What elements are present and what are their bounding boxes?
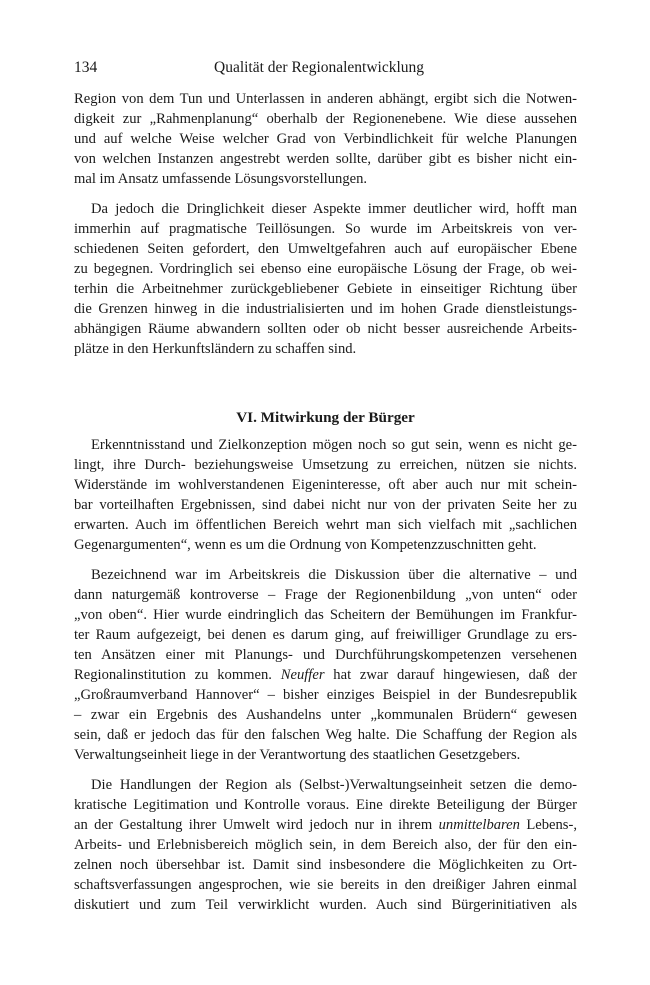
text-line: immerhin auf pragmatische Teillösungen. So wurde im Arbeitskreis von ver- — [74, 221, 577, 237]
section-heading: VI. Mitwirkung der Bürger — [236, 409, 415, 426]
paragraph-2 — [74, 199, 577, 359]
text-line: kratische Legitimation und Kontrolle voraus. Eine direkte Beteiligung der Bürger — [74, 797, 577, 813]
text-line: digkeit zur „Rahmenplanung“ oberhalb der Regionenebene. Wie diese aussehen — [74, 111, 577, 127]
text-line: von welchen Instanzen angestrebt werden sollte, darüber gibt es bisher nicht ein- — [74, 151, 577, 167]
page-body — [74, 89, 577, 925]
text-line: Region von dem Tun und Unterlassen in anderen abhängt, ergibt sich die Notwen- — [74, 91, 577, 107]
text-line: und auf welche Weise welcher Grad von Verbindlichkeit für welche Planungen — [74, 131, 577, 147]
text-run: Lebens-, — [519, 817, 577, 833]
text-line: mal im Ansatz umfassende Lösungsvorstellungen. — [74, 171, 368, 187]
text-line: bar vorteilhaften Ergebnissen, sind dabei nicht nur von der privaten Seite her zu — [74, 497, 577, 513]
emphasized-word: unmittelbaren — [438, 817, 520, 833]
text-line: lingt, ihre Durch- beziehungsweise Umsetzung zu erreichen, nützen sie nichts. — [74, 457, 577, 473]
page-header — [74, 59, 577, 81]
running-title: Qualität der Regionalentwicklung — [214, 59, 425, 76]
text-line: diskutiert und zum Teil verwirklicht wurden. Auch sind Bürgerinitiativen als — [74, 897, 577, 913]
text-line: ten Ansätzen einer mit Planungs- und Durchführungskompetenzen versehenen — [74, 647, 577, 663]
text-line — [74, 815, 577, 835]
text-line: schaftsverfassungen angesprochen, wie sie bereits in den dreißiger Jahren einmal — [74, 877, 577, 893]
paragraph-3 — [74, 435, 577, 555]
text-line: schiedenen Seiten gefordert, den Umweltgefahren auch auf europäischer Ebene — [74, 241, 577, 257]
text-line: Die Handlungen der Region als (Selbst-)Verwaltungseinheit setzen die demo- — [91, 777, 577, 793]
text-line: zelnen noch übersehbar ist. Damit sind insbesondere die Möglichkeiten zu Ort- — [74, 857, 577, 873]
text-line: zu begegnen. Vordringlich sei ebenso eine europäische Lösung der Frage, ob wei- — [74, 261, 577, 277]
text-line: dann naturgemäß kontroverse – Frage der Regionenbildung „von unten“ oder — [74, 587, 577, 603]
text-line: die Grenzen hinweg in die industrialisierten und im hohen Grade dienstleistungs- — [74, 301, 577, 317]
text-run: Regionalinstitution zu kommen. — [74, 667, 281, 683]
author-name-emphasis: Neuffer — [280, 667, 325, 683]
text-line: – zwar ein Ergebnis des Aushandelns unter „kommunalen Brüdern“ gewesen — [74, 707, 577, 723]
text-run: an der Gestaltung ihrer Umwelt wird jedoch nur in ihrem — [74, 817, 439, 833]
page-number: 134 — [74, 59, 98, 76]
text-line — [74, 665, 577, 685]
text-line: sein, daß er jedoch das für den falschen Weg halte. Die Schaffung der Region als — [74, 727, 577, 743]
text-line: ter Raum aufgezeigt, bei denen es darum ging, auf freiwilliger Grundlage zu ers- — [74, 627, 577, 643]
paragraph-4 — [74, 565, 577, 765]
text-line: Gegenargumenten“, wenn es um die Ordnung von Kompetenzzuschnitten geht. — [74, 537, 537, 553]
text-line: Arbeits- und Erlebnisbereich möglich sein, in dem Bereich also, der für den ein- — [74, 837, 577, 853]
text-line: terhin die Arbeitnehmer zurückgebliebener Gebiete in einseitiger Richtung über — [74, 281, 577, 297]
paragraph-5 — [74, 775, 577, 915]
text-line: Erkenntnisstand und Zielkonzeption mögen noch so gut sein, wenn es nicht ge- — [91, 437, 577, 453]
text-line: Da jedoch die Dringlichkeit dieser Aspekte immer deutlicher wird, hofft man — [91, 201, 577, 217]
text-line: Bezeichnend war im Arbeitskreis die Diskussion über die alternative – und — [91, 567, 577, 583]
paragraph-1 — [74, 89, 577, 189]
text-line: Widerstände im wohlverstandenen Eigeninteresse, oft aber auch nur mit schein- — [74, 477, 577, 493]
text-line: „Großraumverband Hannover“ – bisher einziges Beispiel in der Bundesrepublik — [74, 687, 577, 703]
text-line: erwarten. Auch im öffentlichen Bereich wehrt man sich vielfach mit „sachlichen — [74, 517, 577, 533]
text-line: Verwaltungseinheit liege in der Verantwortung des staatlichen Gesetzgebers. — [74, 747, 521, 763]
text-line: abhängigen Räume abwandern sollten oder ob nicht besser ausreichende Arbeits- — [74, 321, 577, 337]
text-line: „von oben“. Hier wurde eindringlich das Scheitern der Bemühungen im Frankfur- — [74, 607, 577, 623]
text-line: plätze in den Herkunftsländern zu schaffen sind. — [74, 341, 357, 357]
text-run: hat zwar darauf hingewiesen, daß der — [324, 667, 577, 683]
